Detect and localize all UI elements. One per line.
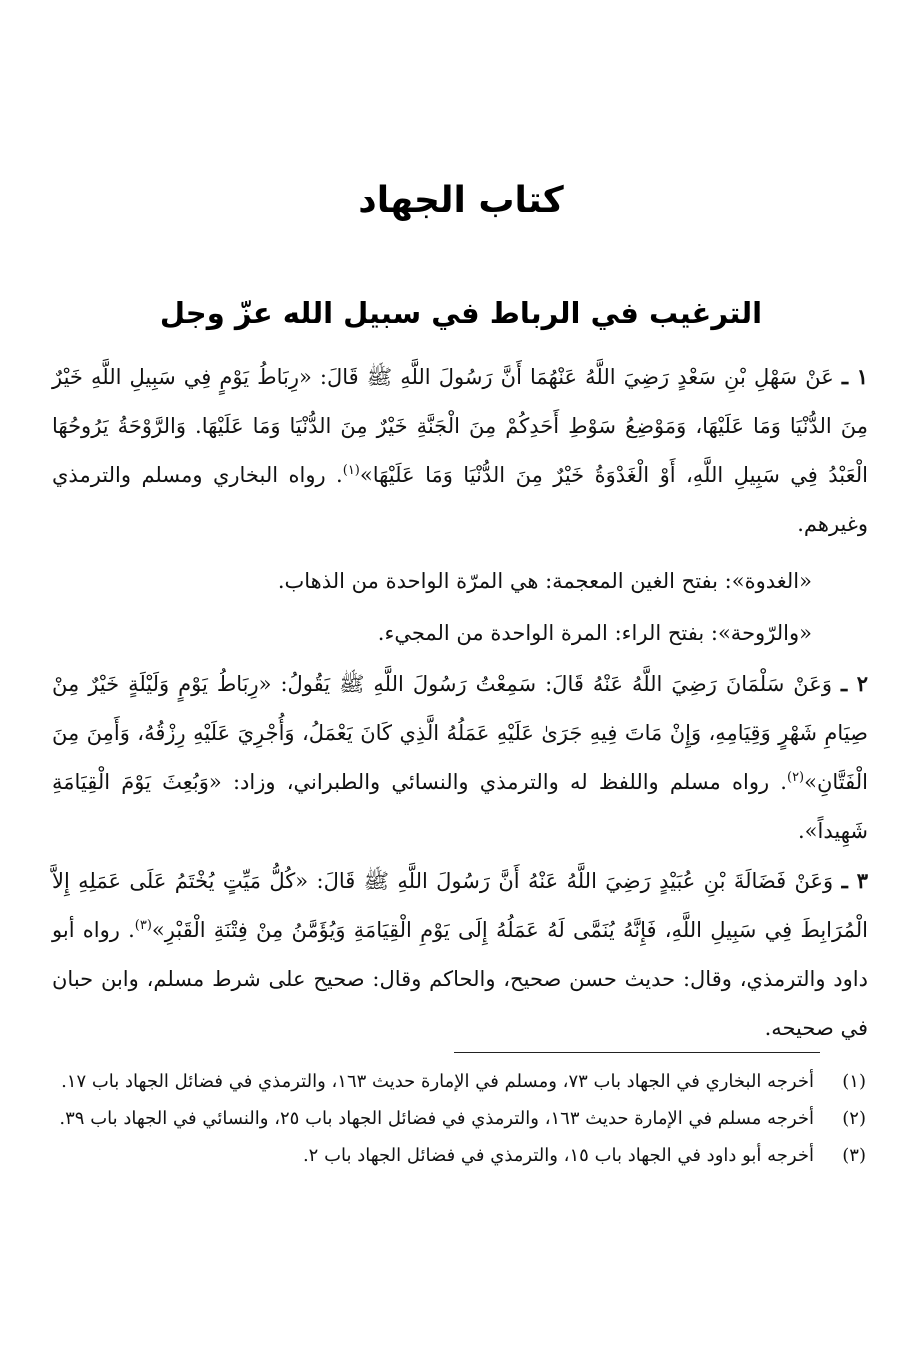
footnote-text: أخرجه مسلم في الإمارة حديث ١٦٣، والترمذي في فضائل الجهاد باب ٢٥، والنسائي في الجهاد باب ٣٩.	[59, 1108, 814, 1129]
paragraph-number: ٢ ـ	[840, 671, 868, 696]
footnotes	[54, 1066, 866, 1177]
word-note: «والرّوحة»: بفتح الراء: المرة الواحدة من المجيء.	[377, 621, 812, 645]
word-note: «الغدوة»: بفتح الغين المعجمة: هي المرّة الواحدة من الذهاب.	[277, 569, 812, 593]
footnote-text: أخرجه أبو داود في الجهاد باب ١٥، والترمذي في فضائل الجهاد باب ٢.	[302, 1145, 814, 1166]
hadith-text: عَنْ سَهْلِ بْنِ سَعْدٍ رَضِيَ اللَّهُ عَنْهُمَا أَنَّ رَسُولَ اللَّهِ ﷺ قَالَ: «رِبَاطُ يَوْمٍ فِي سَبِيلِ اللَّهِ خَيْرٌ مِنَ الدُّنْيَا وَمَا عَلَيْهَا، وَمَوْضِعُ سَوْطِ أَحَدِكُمْ مِنَ الْجَنَّةِ خَيْرٌ مِنَ الدُّنْيَا وَمَا عَلَيْهَا. وَالرَّوْحَةُ يَرُوحُهَا الْعَبْدُ فِي سَبِيلِ اللَّهِ، أَوْ الْغَدْوَةُ خَيْرٌ مِنَ الدُّنْيَا وَمَا عَلَيْهَا»	[52, 365, 868, 487]
footnote	[54, 1066, 866, 1097]
footnote	[54, 1103, 866, 1134]
main-text	[52, 352, 868, 1053]
footnote-ref: (٣)	[134, 918, 152, 933]
chapter-title: الترغيب في الرباط في سبيل الله عزّ وجل	[159, 296, 763, 330]
hadith-paragraph-3	[52, 856, 868, 1053]
hadith-source: . رواه البخاري ومسلم والترمذي وغيرهم.	[52, 463, 868, 536]
hadith-paragraph-1	[52, 352, 868, 549]
book-title: كتاب الجهاد	[358, 180, 564, 221]
footnote-number: (٢)	[842, 1108, 866, 1129]
hadith-source: . رواه مسلم واللفظ له والترمذي والنسائي والطبراني، وزاد: «وَبُعِثَ يَوْمَ الْقِيَامَةِ شَهِيداً».	[52, 770, 868, 843]
hadith-paragraph-2	[52, 659, 868, 856]
footnote-text: أخرجه البخاري في الجهاد باب ٧٣، ومسلم في الإمارة حديث ١٦٣، والترمذي في فضائل الجهاد باب ١٧.	[61, 1071, 814, 1092]
footnote-number: (٣)	[842, 1145, 866, 1166]
paragraph-number: ٣ ـ	[841, 868, 868, 893]
footnote	[54, 1140, 866, 1171]
footnote-ref: (٢)	[786, 770, 805, 785]
hadith-text: وَعَنْ فَضَالَةَ بْنِ عُبَيْدٍ رَضِيَ اللَّهُ عَنْهُ أَنَّ رَسُولَ اللَّهِ ﷺ قَالَ: «كُلُّ مَيِّتٍ يُخْتَمُ عَلَى عَمَلِهِ إِلاَّ الْمُرَابِطَ فِي سَبِيلِ اللَّهِ، فَإِنَّهُ يُنَمَّى لَهُ عَمَلُهُ إِلَى يَوْمِ الْقِيَامَةِ وَيُؤَمَّنُ مِنْ فِتْنَةِ الْقَبْرِ»	[52, 869, 868, 942]
footnote-number: (١)	[842, 1071, 866, 1092]
hadith-source: . رواه أبو داود والترمذي، وقال: حديث حسن صحيح، والحاكم وقال: صحيح على شرط مسلم، وابن حبان في صحيحه.	[52, 918, 868, 1040]
footnote-separator	[454, 1052, 820, 1053]
footnote-ref: (١)	[342, 463, 360, 478]
hadith-text: وَعَنْ سَلْمَانَ رَضِيَ اللَّهُ عَنْهُ قَالَ: سَمِعْتُ رَسُولَ اللَّهِ ﷺ يَقُولُ: «رِبَاطُ يَوْمٍ وَلَيْلَةٍ خَيْرٌ مِنْ صِيَامِ شَهْرٍ وَقِيَامِهِ، وَإِنْ مَاتَ فِيهِ جَرَىٰ عَلَيْهِ عَمَلُهُ الَّذِي كَانَ يَعْمَلُ، وَأُجْرِيَ عَلَيْهِ رِزْقُهُ، وَأَمِنَ مِنَ الْفَتَّانِ»	[52, 672, 868, 794]
paragraph-number: ١ ـ	[841, 364, 868, 389]
